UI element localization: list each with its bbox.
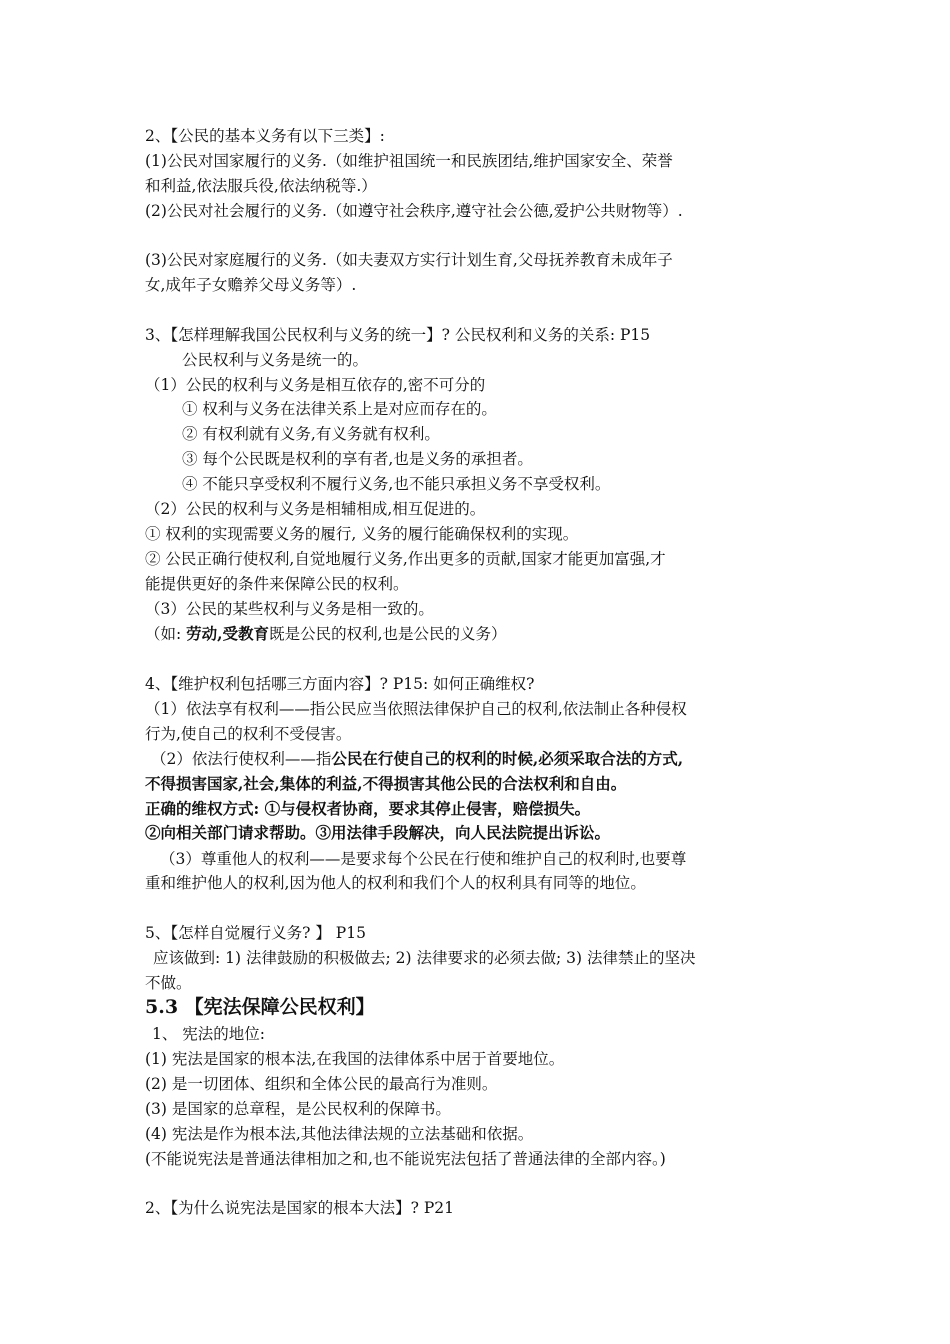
text-line: 公民权利与义务是统一的。 bbox=[182, 351, 369, 369]
text-line: 能提供更好的条件来保障公民的权利。 bbox=[145, 575, 409, 593]
text-fragment: 既是公民的权利,也是公民的义务） bbox=[269, 625, 507, 643]
text-line: （3）公民的某些权利与义务是相一致的。 bbox=[145, 600, 434, 618]
text-line: (3)公民对家庭履行的义务.（如夫妻双方实行计划生育,父母抚养教育未成年子 bbox=[145, 251, 673, 269]
text-line: 行为,使自己的权利不受侵害。 bbox=[145, 725, 352, 743]
text-line: （2）公民的权利与义务是相辅相成,相互促进的。 bbox=[145, 500, 486, 518]
heading-protect-rights: 4、【维护权利包括哪三方面内容】? P15: 如何正确维权? bbox=[145, 675, 535, 693]
bold-text: 公民在行使自己的权利的时候,必须采取合法的方式, bbox=[331, 749, 684, 768]
text-line: 和利益,依法服兵役,依法纳税等.） bbox=[145, 177, 377, 195]
text-line: (4) 宪法是作为根本法,其他法律法规的立法基础和依据。 bbox=[145, 1125, 534, 1143]
text-line: (1)公民对国家履行的义务.（如维护祖国统一和民族团结,维护国家安全、荣誉 bbox=[145, 152, 673, 170]
heading-constitution: 2、【为什么说宪法是国家的根本大法】? P21 bbox=[145, 1199, 455, 1217]
text-line: (1) 宪法是国家的根本法,在我国的法律体系中居于首要地位。 bbox=[145, 1050, 565, 1068]
bold-text: 劳动,受教育 bbox=[186, 624, 270, 643]
text-line-example bbox=[145, 623, 507, 645]
text-line: 重和维护他人的权利,因为他人的权利和我们个人的权利具有同等的地位。 bbox=[145, 874, 646, 892]
text-line: 女,成年子女赡养父母义务等）. bbox=[145, 276, 357, 294]
text-fragment: （如: bbox=[145, 625, 187, 643]
section-heading: 5.3 【宪法保障公民权利】 bbox=[145, 996, 375, 1018]
heading-rights-duties-unity: 3、【怎样理解我国公民权利与义务的统一】? 公民权利和义务的关系: P15 bbox=[145, 326, 651, 344]
text-line: ④ 不能只享受权利不履行义务,也不能只承担义务不享受权利。 bbox=[182, 475, 611, 493]
text-line: ② 公民正确行使权利,自觉地履行义务,作出更多的贡献,国家才能更加富强,才 bbox=[145, 550, 666, 568]
heading-fulfill-duties: 5、【怎样自觉履行义务? 】 P15 bbox=[145, 924, 366, 942]
text-line: (不能说宪法是普通法律相加之和,也不能说宪法包括了普通法律的全部内容。) bbox=[145, 1150, 666, 1168]
text-line: (2)公民对社会履行的义务.（如遵守社会秩序,遵守社会公德,爱护公共财物等）. bbox=[145, 202, 683, 220]
text-line: （3）尊重他人的权利——是要求每个公民在行使和维护自己的权利时,也要尊 bbox=[160, 850, 687, 868]
text-line: ① 权利的实现需要义务的履行, 义务的履行能确保权利的实现。 bbox=[145, 525, 579, 543]
text-line: 1、 宪法的地位: bbox=[152, 1025, 266, 1043]
text-line: ② 有权利就有义务,有义务就有权利。 bbox=[182, 425, 440, 443]
text-line: (3) 是国家的总章程，是公民权利的保障书。 bbox=[145, 1100, 451, 1118]
bold-text-line: 正确的维权方式: ①与侵权者协商，要求其停止侵害，赔偿损失。 bbox=[145, 799, 591, 818]
text-line: 不做。 bbox=[145, 974, 192, 992]
text-fragment: （2）依法行使权利——指 bbox=[151, 750, 332, 768]
text-line: 应该做到: 1) 法律鼓励的积极做去; 2) 法律要求的必须去做; 3) 法律禁止的坚决 bbox=[153, 949, 696, 967]
text-line: （1）依法享有权利——指公民应当依照法律保护自己的权利,依法制止各种侵权 bbox=[145, 700, 687, 718]
text-line: （1）公民的权利与义务是相互依存的,密不可分的 bbox=[145, 376, 486, 394]
text-line: ① 权利与义务在法律关系上是对应而存在的。 bbox=[182, 400, 497, 418]
bold-text-line: 不得损害国家,社会,集体的利益,不得损害其他公民的合法权利和自由。 bbox=[145, 774, 627, 793]
text-line-exercise bbox=[151, 748, 683, 770]
heading-duties: 2、【公民的基本义务有以下三类】: bbox=[145, 127, 385, 145]
text-line: (2) 是一切团体、组织和全体公民的最高行为准则。 bbox=[145, 1075, 498, 1093]
text-line: ③ 每个公民既是权利的享有者,也是义务的承担者。 bbox=[182, 450, 533, 468]
bold-text-line: ②向相关部门请求帮助。③用法律手段解决，向人民法院提出诉讼。 bbox=[145, 823, 611, 842]
